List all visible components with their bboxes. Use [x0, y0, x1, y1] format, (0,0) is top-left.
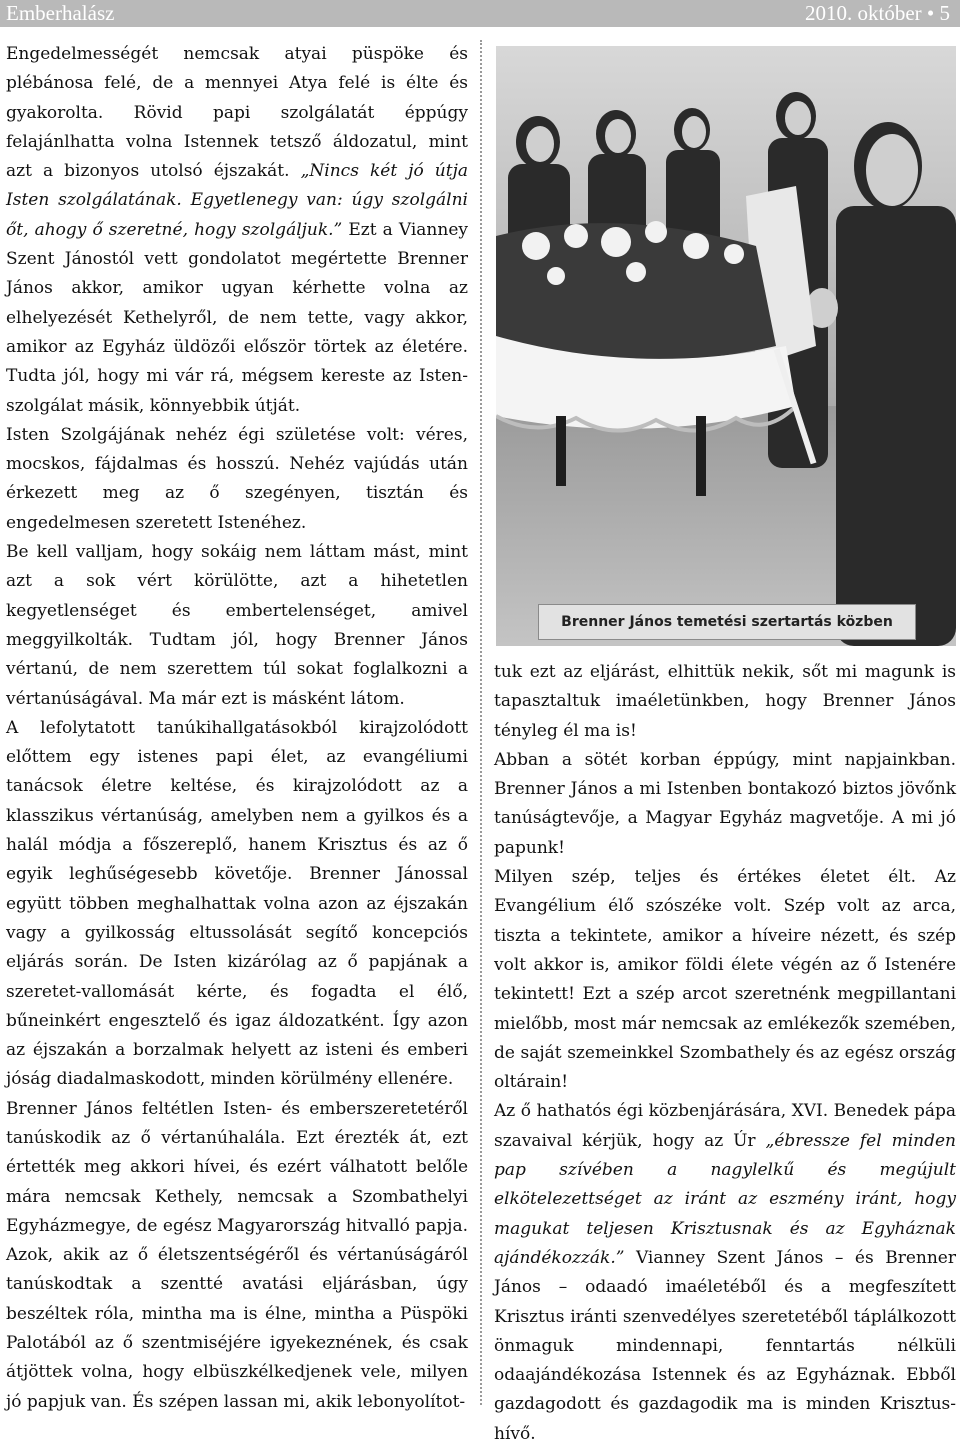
funeral-photo [496, 46, 956, 646]
quote: „Nincs két jó útja Isten szolgálatának. Egyetlenegy van: úgy szolgálni őt, ahogy ő szeretné, hogy szolgáljuk.” [6, 161, 468, 240]
left-column [6, 40, 468, 1417]
paragraph: Isten Szolgájának nehéz égi születése volt: véres, mocskos, fájdalmas és hosszú. Nehéz vajúdás után érkezett meg az ő szegényen, tisztán és engedelmesen szeretett Istenéhez. [6, 424, 468, 533]
photo-illustration [496, 46, 956, 646]
quote: „ébressze fel minden pap szívében a nagylelkű és megújult elkötelezettséget az iránt az eszmény iránt, hogy magukat teljesen Krisztusnak és az Egyháznak ajándékozzák.” [494, 1130, 956, 1268]
paragraph: Abban a sötét korban éppúgy, mint napjainkban. Brenner János a mi Istenben bontakozó biztos jövőnk tanúságtevője, a Magyar Egyház magvetője. A mi jó papunk! [494, 749, 956, 858]
paragraph-text: Vianney Szent János – és Brenner János – odaadó imaéletéből és a megfeszített Krisztus iránti szenvedélyes szeretetéből táplálkozott önmaguk mindennapi, fenntartás nélküli odaajándékozása Istennek és az Egyháznak. Ebből gazdagodott és gazdagodik ma is minden Krisztus-hívő. [494, 1247, 956, 1444]
magazine-title: Emberhalász [6, 1, 115, 25]
paragraph: A lefolytatott tanúkihallgatásokból kirajzolódott előttem egy istenes papi élet, az evangéliumi tanácsok életre keltése, és kirajzolódott az a klasszikus vértanúság, amelyben nem a gyilkos és a halál módja a főszereplő, hanem Krisztus és az ő egyik leghűségesebb követője. Brenner Jánossal együtt többen meghalhattak volna azon az éjszakán vagy a gyilkosság eltussolását segítő koncepciós eljárás során. De Isten kizárólag az ő papjának a szeretet-vallomását kérte, és fogadta el élő, bűneinkért engesztelő és igaz áldozatként. Így azon az éjszakán a borzalmak helyett az isteni és emberi jóság diadalmaskodott, minden körülmény ellenére. [6, 717, 468, 1090]
paragraph: Brenner János feltétlen Isten- és emberszeretetéről tanúskodik az ő vértanúhalála. Ezt érezték át, ezt értették meg akkori hívei, és ezért válhatott belőle mára nemcsak Kethely, nemcsak a Szombathelyi Egyházmegye, de egész Magyarország hitvalló papja. Azok, akik az ő életszentségéről és vértanúságáról tanúskodtak a szentté avatási eljárásban, úgy beszéltek róla, mintha ma is élne, mintha a Püspöki Palotából az ő szentmiséjére igyekeznének, és csak átjöttek volna, hogy elbüszkélkedjenek vele, milyen jó papjuk van. És szépen lassan mi, akik lebonyolítot- [6, 1098, 468, 1412]
issue-info: 2010. október • 5 [804, 1, 950, 25]
right-column [494, 658, 956, 1449]
page-number: 5 [939, 1, 950, 25]
paragraph [6, 40, 468, 421]
paragraph-text: Engedelmességét nemcsak atyai püspöke és plébánosa felé, de a mennyei Atya felé is élte és gyakorolta. Rövid papi szolgálatát éppúgy felajánlhatta volna Istennek tetsző áldozatul, mint azt a bizonyos utolsó éjszakát. [6, 44, 468, 182]
paragraph [494, 1097, 956, 1449]
paragraph: Milyen szép, teljes és értékes életet élt. Az Evangélium élő szószéke volt. Szép volt az arca, tiszta a tekintete, amikor a híveire nézett, és szép volt akkor is, amikor földi élete végén az ő Istenére tekintett! Ezt a szép arcot szeretnénk megpillantani mielőbb, most már nemcsak az emlékezők szemében, de saját szemeinkkel Szombathely és az egész ország oltárain! [494, 867, 956, 1093]
photo-caption: Brenner János temetési szertartás közben [538, 604, 916, 640]
column-divider [480, 40, 482, 1405]
paragraph-text: Ezt a Vianney Szent Jánostól vett gondolatot megértette Brenner János akkor, amikor ugyan kérhette volna az elhelyezését Kethelyről, de nem tette, vagy akkor, amikor az Egyház üldözői először törtek az életére. Tudta jól, hogy mi vár rá, mégsem kereste az Isten-szolgálat másik, könnyebbik útját. [6, 219, 468, 416]
page-header [0, 0, 960, 27]
paragraph: Be kell valljam, hogy sokáig nem láttam mást, mint azt a sok vért körülötte, azt a hihetetlen kegyetlenséget és embertelenséget, amivel meggyilkolták. Tudtam jól, hogy Brenner János vértanú, de nem szerettem túl sokat foglalkozni a vértanúságával. Ma már ezt is másként látom. [6, 542, 468, 709]
paragraph: tuk ezt az eljárást, elhittük nekik, sőt mi magunk is tapasztaltuk imaéletünkben, hogy Brenner János tényleg él ma is! [494, 662, 956, 741]
issue-date: 2010. október [804, 1, 922, 25]
paragraph-text: Az ő hathatós égi közbenjárására, XVI. Benedek pápa szavaival kérjük, hogy az Úr [494, 1101, 956, 1151]
